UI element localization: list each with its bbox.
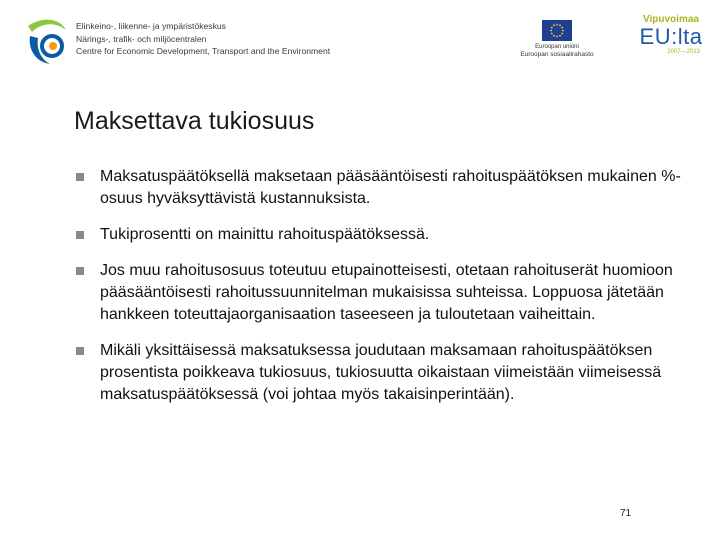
square-bullet-icon bbox=[76, 231, 84, 239]
square-bullet-icon bbox=[76, 173, 84, 181]
bullet-item bbox=[74, 340, 684, 406]
bullet-text: Tukiprosentti on mainittu rahoituspäätöksessä. bbox=[100, 226, 430, 243]
slide-title: Maksettava tukiosuus bbox=[74, 107, 315, 135]
bullet-text: Jos muu rahoitusosuus toteutuu etupainotteisesti, otetaan rahoituserät huomioon pääsääntöisesti rahoitussuunnitelman mukaisissa suhteissa. Loppuosa jätetään hankkeen toteuttajaorganisaation taseeseen ja tuloutetaan vaiheittain. bbox=[100, 262, 673, 323]
bullet-item bbox=[74, 260, 684, 326]
square-bullet-icon bbox=[76, 347, 84, 355]
ely-centre-name bbox=[76, 20, 330, 58]
vipuvoimaa-eu-text: EU:lta bbox=[639, 24, 703, 49]
ely-line-en: Centre for Economic Development, Transport and the Environment bbox=[76, 46, 331, 56]
bullet-item bbox=[74, 224, 684, 246]
vipuvoimaa-period: 2007—2013 bbox=[667, 49, 700, 55]
esf-caption: Euroopan sosiaalirahasto bbox=[520, 51, 594, 58]
page-number: 71 bbox=[620, 508, 632, 519]
eu-caption: Euroopan unioni bbox=[535, 44, 579, 50]
ely-line-sv: Närings-, trafik- och miljöcentralen bbox=[76, 33, 207, 44]
eu-logo-block bbox=[512, 20, 602, 58]
ely-centre-logo-icon bbox=[22, 16, 72, 68]
vipuvoimaa-title: Vipuvoimaa bbox=[643, 14, 699, 25]
slide-header bbox=[0, 0, 720, 80]
bullet-list bbox=[74, 166, 684, 406]
bullet-text: Mikäli yksittäisessä maksatuksessa joudutaan maksamaan rahoituspäätöksen prosentista poikkeava tukiosuus, tukiosuutta oikaistaan viimeistään viimeisessä maksatuspäätöksessä (voi johtaa myös takaisinperintään). bbox=[100, 342, 662, 403]
bullet-item bbox=[74, 166, 684, 210]
vipuvoimaa-logo bbox=[632, 14, 710, 55]
bullet-text: Maksatuspäätöksellä maksetaan pääsääntöisesti rahoituspäätöksen mukainen %-osuus hyväksyttävistä kustannuksista. bbox=[100, 168, 681, 207]
square-bullet-icon bbox=[76, 267, 84, 275]
eu-flag-icon bbox=[542, 20, 572, 41]
ely-line-fi: Elinkeino-, liikenne- ja ympäristökeskus bbox=[76, 21, 226, 31]
